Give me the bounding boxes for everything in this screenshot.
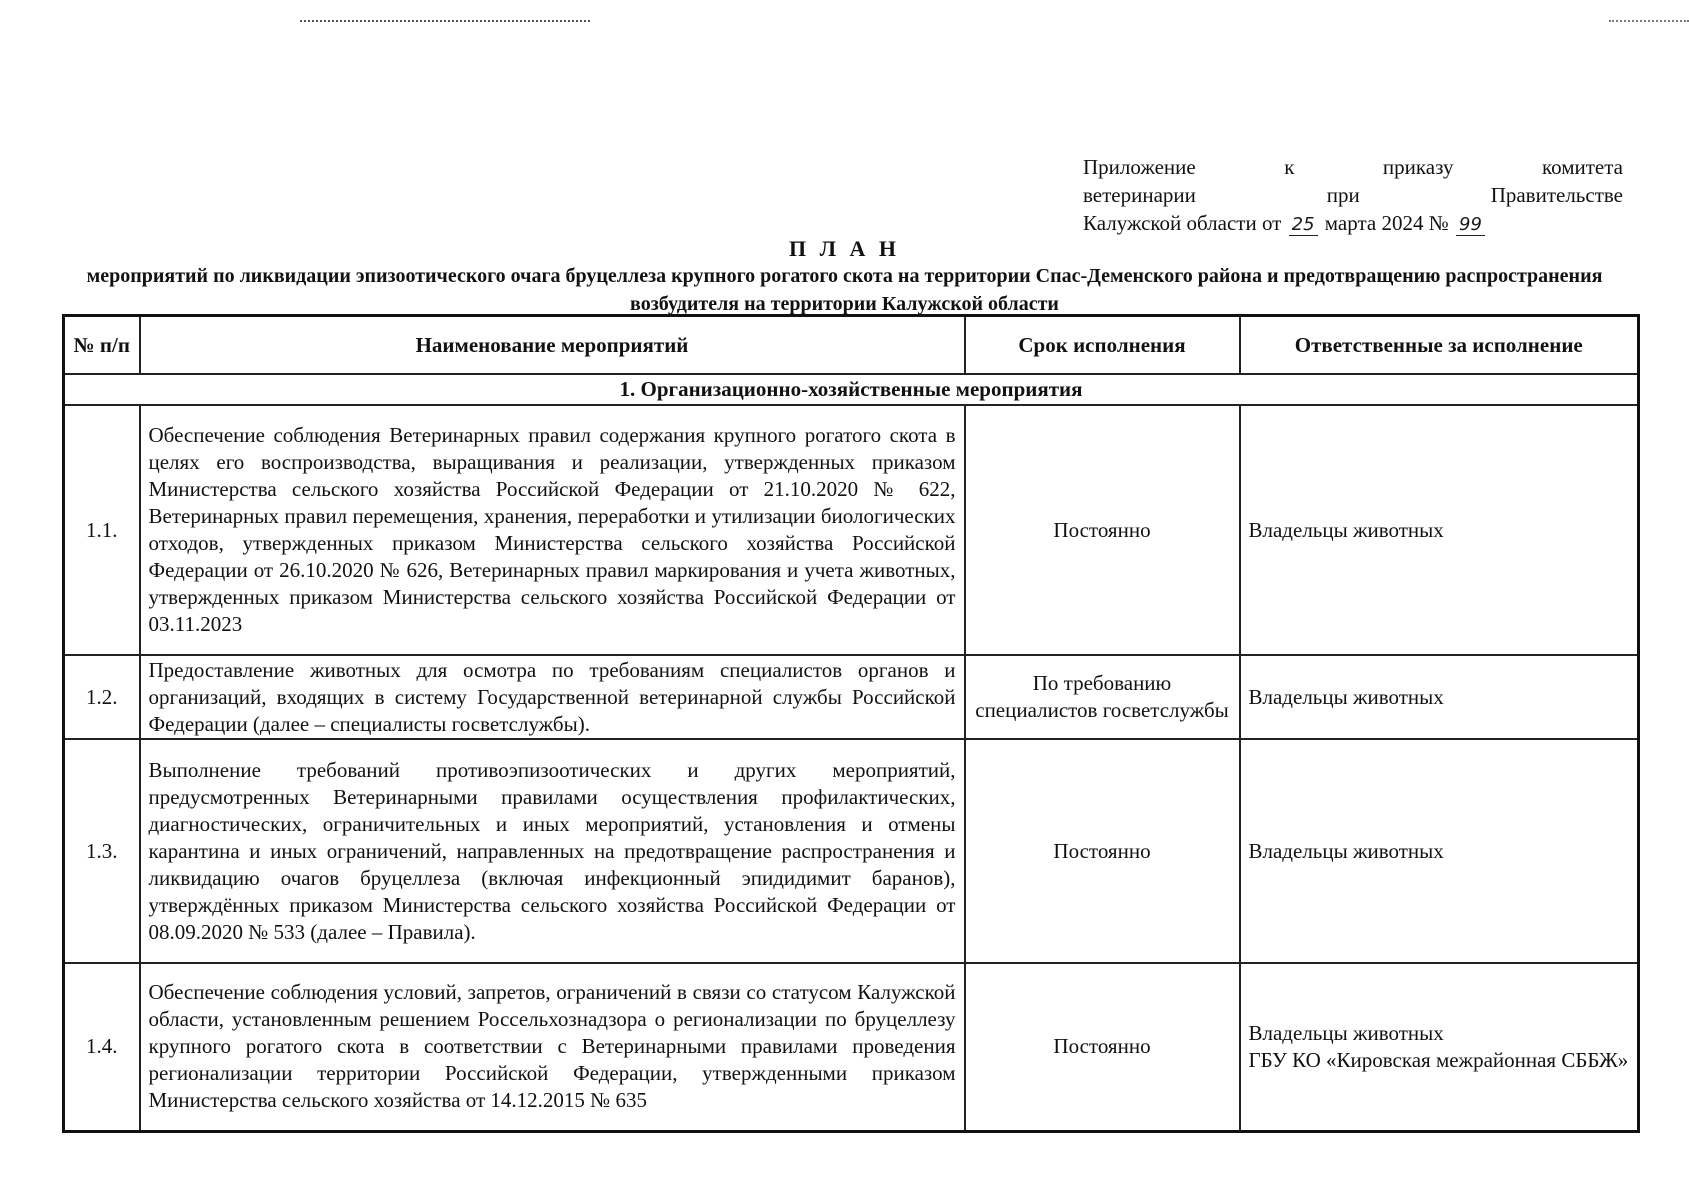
row-term: Постоянно	[965, 963, 1240, 1131]
scan-artifact-right	[1609, 20, 1689, 24]
row-number: 1.1.	[64, 405, 140, 655]
appendix-word: Правительстве	[1490, 183, 1623, 207]
row-term: По требованию специалистов госветслужбы	[965, 655, 1240, 739]
appendix-word: Приложение	[1083, 155, 1196, 179]
row-responsible	[1240, 405, 1639, 655]
responsible-party: ГБУ КО «Кировская межрайонная СББЖ»	[1248, 1047, 1629, 1072]
table-row	[64, 405, 1639, 655]
document-title: П Л А Н	[788, 236, 900, 261]
appendix-word: комитета	[1541, 155, 1623, 179]
appendix-line-3	[1083, 209, 1623, 239]
table-row	[64, 739, 1639, 963]
row-description: Выполнение требований противоэпизоотических и других мероприятий, предусмотренных Ветеринарными правилами осуществления профилактических, диагностических, ограничительных и иных мероприятий, установления и отмены карантина и иных ограничений, направленных на предотвращение распространения и ликвидацию очагов бруцеллеза (включая инфекционный эпидидимит баранов), утверждённых приказом Министерства сельского хозяйства Российской Федерации от 08.09.2020 № 533 (далее – Правила).	[140, 739, 965, 963]
row-description: Предоставление животных для осмотра по требованиям специалистов органов и организаций, входящих в систему Государственной ветеринарной службы Российской Федерации (далее – специалисты госветслужбы).	[140, 655, 965, 739]
appendix-word: ветеринарии	[1083, 183, 1196, 207]
row-term: Постоянно	[965, 405, 1240, 655]
responsible-party: Владельцы животных	[1248, 838, 1444, 863]
row-term: Постоянно	[965, 739, 1240, 963]
section-row	[64, 374, 1639, 405]
responsible-party: Владельцы животных	[1248, 1020, 1444, 1045]
table-header-row	[64, 316, 1639, 375]
row-responsible	[1240, 739, 1639, 963]
row-description: Обеспечение соблюдения Ветеринарных правил содержания крупного рогатого скота в целях его воспроизводства, выращивания и реализации, утвержденных приказом Министерства сельского хозяйства Российской Федерации от 21.10.2020 № 622, Ветеринарных правил перемещения, хранения, переработки и утилизации биологических отходов, утвержденных приказом Министерства сельского хозяйства Российской Федерации от 26.10.2020 № 626, Ветеринарных правил маркирования и учета животных, утвержденных приказом Министерства сельского хозяйства Российской Федерации от 03.11.2023	[140, 405, 965, 655]
header-num: № п/п	[64, 316, 140, 375]
header-name: Наименование мероприятий	[140, 316, 965, 375]
row-number: 1.2.	[64, 655, 140, 739]
header-responsible: Ответственные за исполнение	[1240, 316, 1639, 375]
appendix-prefix: Калужской области от	[1083, 211, 1282, 235]
handwritten-order-number: 99	[1456, 214, 1485, 236]
responsible-party: Владельцы животных	[1248, 517, 1444, 542]
table-row	[64, 963, 1639, 1131]
row-responsible	[1240, 963, 1639, 1131]
appendix-line-1	[1083, 153, 1623, 181]
document-subtitle: мероприятий по ликвидации эпизоотического очага бруцеллеза крупного рогатого скота на территории Спас-Деменского района и предотвращению распространения возбудителя на территории Калужской области	[86, 265, 1603, 315]
row-number: 1.4.	[64, 963, 140, 1131]
plan-table	[62, 314, 1640, 1133]
handwritten-date-day: 25	[1289, 214, 1318, 236]
responsible-party: Владельцы животных	[1248, 684, 1444, 709]
appendix-word: к	[1284, 155, 1295, 179]
row-number: 1.3.	[64, 739, 140, 963]
appendix-note	[1083, 153, 1623, 239]
row-responsible	[1240, 655, 1639, 739]
appendix-line-2	[1083, 181, 1623, 209]
header-term: Срок исполнения	[965, 316, 1240, 375]
table-row	[64, 655, 1639, 739]
appendix-word: приказу	[1382, 155, 1454, 179]
appendix-word: при	[1326, 183, 1360, 207]
appendix-middle: марта 2024 №	[1324, 211, 1449, 235]
section-title: 1. Организационно-хозяйственные мероприятия	[64, 374, 1639, 405]
scan-artifact-left	[300, 20, 590, 24]
row-description: Обеспечение соблюдения условий, запретов, ограничений в связи со статусом Калужской области, установленным решением Россельхознадзора о регионализации по бруцеллезу крупного рогатого скота в соответствии с Ветеринарными правилами проведения регионализации территории Российской Федерации, утвержденными приказом Министерства сельского хозяйства от 14.12.2015 № 635	[140, 963, 965, 1131]
